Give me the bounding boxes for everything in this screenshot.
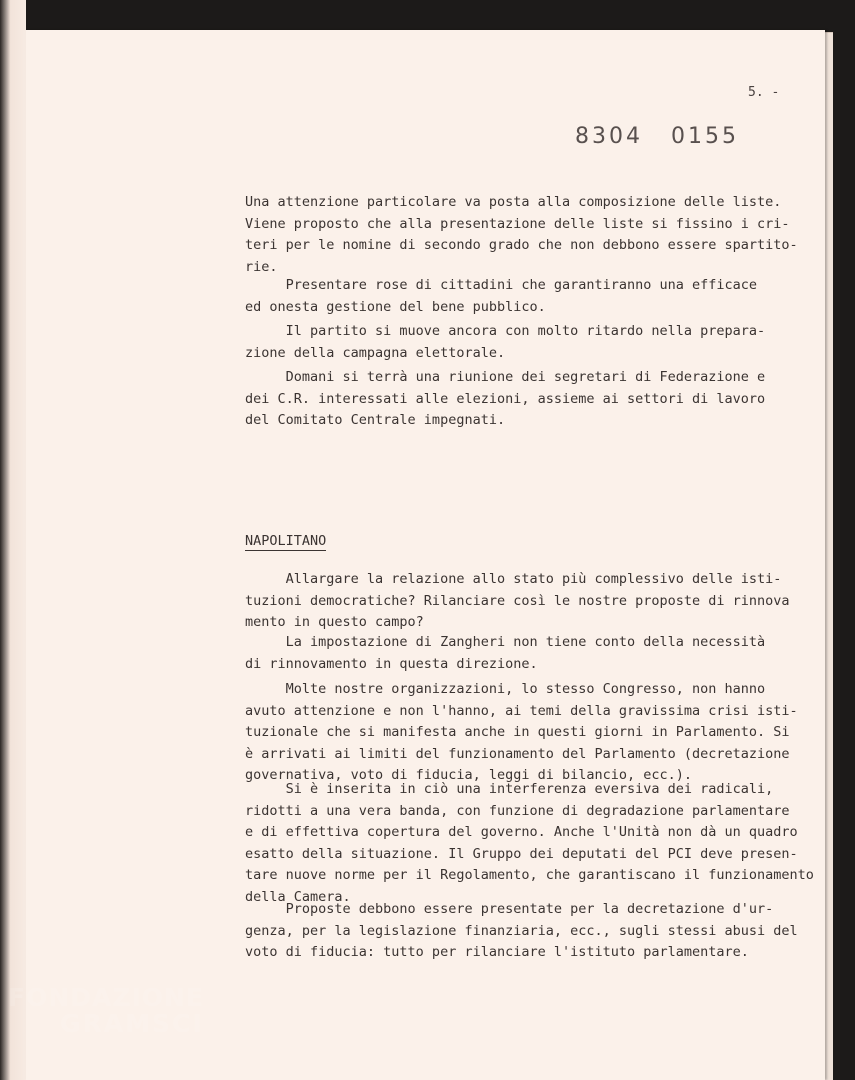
paragraph-8: Si è inserita in ciò una interferenza eversiva dei radicali, ridotti a una vera banda, con funzione di degradazione parlamentare e di effettiva copertura del governo. Anche l'Unità non dà un quadro esatto della situazione. Il Gruppo dei deputati del PCI deve presen- tare nuove norme per il Regolamento, che garantiscano il funzionamento della Camera. xyxy=(245,781,814,905)
paragraph-1: Una attenzione particolare va posta alla composizione delle liste. Viene proposto che alla presentazione delle liste si fissino i cri- teri per le nomine di secondo grado che non debbono essere spartito- rie. xyxy=(245,194,798,275)
section-heading: NAPOLITANO xyxy=(245,533,327,549)
watermark-logo xyxy=(8,985,204,1037)
paragraph-6: La impostazione di Zangheri non tiene conto della necessità di rinnovamento in questa direzione. xyxy=(245,634,766,672)
paragraph-4: Domani si terrà una riunione dei segretari di Federazione e dei C.R. interessati alle elezioni, assieme ai settori di lavoro del Comitato Centrale impegnati. xyxy=(245,369,766,428)
archive-stamp xyxy=(575,124,767,149)
stamp-series: 8304 xyxy=(575,124,643,149)
page-number: 5. - xyxy=(748,85,780,100)
paragraph-5: Allargare la relazione allo stato più complessivo delle isti- tuzioni democratiche? Rilanciare così le nostre proposte di rinnova mento in questo campo? xyxy=(245,571,790,630)
paragraph-7: Molte nostre organizzazioni, lo stesso Congresso, non hanno avuto attenzione e non l'hanno, ai temi della gravissima crisi isti- tuzionale che si manifesta anche in questi giorni in Parlamento. Si è arrivati ai limiti del funzionamento del Parlamento (decretazione governativa, voto di fiducia, leggi di bilancio, ecc.). xyxy=(245,681,798,783)
watermark-line1: FONDAZIONE xyxy=(8,983,205,1012)
binding-edge xyxy=(0,0,26,1080)
paragraph-9: Proposte debbono essere presentate per la decretazione d'ur- genza, per la legislazione finanziaria, ecc., sugli stessi abusi del voto di fiducia: tutto per rilanciare l'istituto parlamentare. xyxy=(245,901,798,960)
paragraph-3: Il partito si muove ancora con molto ritardo nella prepara- zione della campagna elettorale. xyxy=(245,323,766,361)
stamp-number: 0155 xyxy=(671,124,739,149)
paragraph-2: Presentare rose di cittadini che garantiranno una efficace ed onesta gestione del bene pubblico. xyxy=(245,277,758,315)
watermark-line2: GRAMSCI xyxy=(60,1009,204,1038)
